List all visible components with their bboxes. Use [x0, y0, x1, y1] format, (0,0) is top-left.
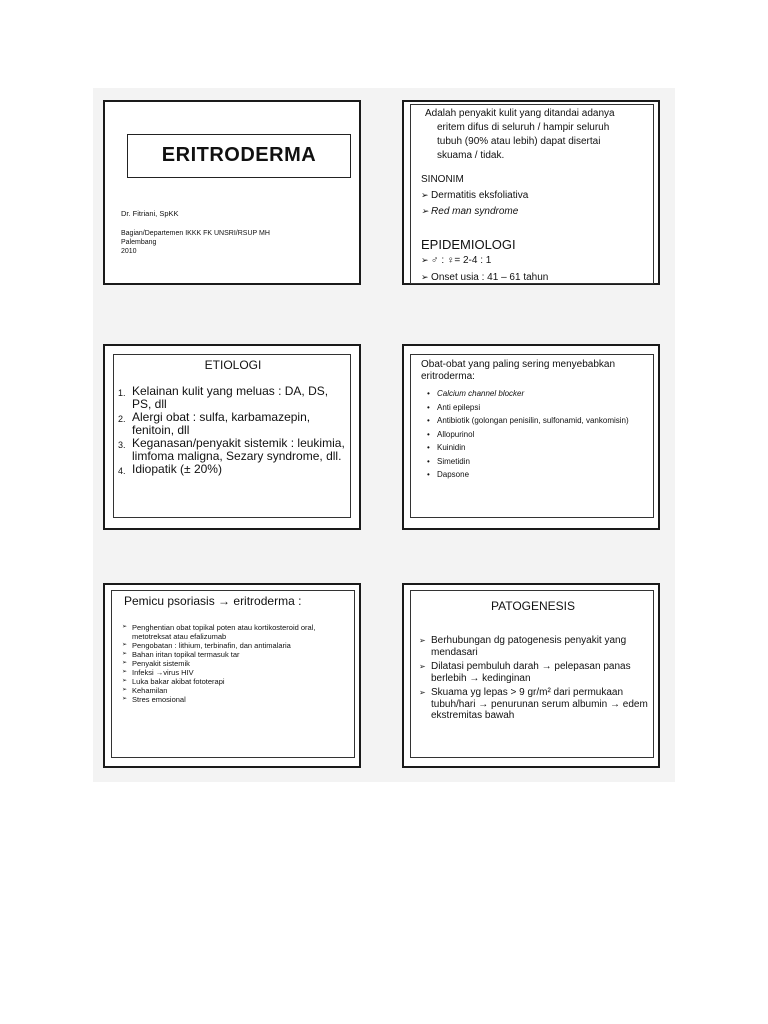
list-item: • Dapsone — [427, 470, 647, 480]
list-item: ➢ Luka bakar akibat fototerapi — [122, 677, 350, 686]
list-item: 4. Idiopatik (± 20%) — [118, 462, 222, 476]
slide-drugs — [402, 344, 660, 530]
definition-text — [425, 107, 660, 163]
list-item: ➢ Infeksi →virus HIV — [122, 668, 350, 677]
definition-line: Adalah penyakit kulit yang ditandai adanya — [425, 108, 615, 119]
definition-line: tubuh (90% atau lebih) dapat disertai — [437, 136, 601, 147]
slide-frame — [113, 354, 351, 518]
slide-heading: Pemicu psoriasis → eritroderma : — [124, 594, 302, 608]
drugs-intro: Obat-obat yang paling sering menyebabkan eritroderma: — [421, 359, 616, 382]
list-item: ➢ Stres emosional — [122, 695, 350, 704]
trigger-list — [122, 623, 350, 704]
pathogenesis-list — [419, 635, 649, 725]
definition-line: eritem difus di seluruh / hampir seluruh — [437, 122, 610, 133]
arrow-bullet-icon: ➢ — [421, 255, 432, 265]
list-item: ➢ Penghentian obat topikal poten atau kortikosteroid oral, metotreksat atau efalizumab — [122, 623, 350, 641]
arrow-icon: → — [218, 594, 231, 608]
list-item: 2. Alergi obat : sulfa, karbamazepin, fenitoin, dll — [118, 410, 311, 437]
slide-definition — [402, 100, 660, 285]
epidemiology-heading: EPIDEMIOLOGI — [421, 237, 516, 252]
arrow-bullet-icon: ➢ — [421, 272, 432, 282]
slide-frame — [410, 354, 654, 518]
list-item: • Calcium channel blocker — [427, 389, 647, 399]
list-item: 1. Kelainan kulit yang meluas : DA, DS, PS, dll — [118, 384, 329, 411]
department-info — [121, 229, 341, 256]
list-item: • Anti epilepsi — [427, 403, 647, 413]
synonym-heading: SINONIM — [421, 174, 464, 185]
list-item: ➢ Skuama yg lepas > 9 gr/m² dari permukaan tubuh/hari → penurunan serum albumin → edem ekstremitas bawah — [419, 687, 649, 722]
list-item: • Antibiotik (golongan penisilin, sulfonamid, vankomisin) — [427, 416, 647, 426]
author-name: Dr. Fitriani, SpKK — [121, 209, 179, 218]
slide-frame — [111, 590, 355, 758]
title-box — [127, 134, 351, 178]
list-item: ➢ Berhubungan dg patogenesis penyakit yang mendasari — [419, 635, 649, 658]
slide-frame — [410, 590, 654, 758]
slide-heading: ETIOLOGI — [204, 358, 262, 372]
list-item: • Simetidin — [427, 457, 647, 467]
slide-etiology — [103, 344, 361, 530]
list-item: • Kuinidin — [427, 443, 647, 453]
list-item: ➢ Bahan iritan topikal termasuk tar — [122, 650, 350, 659]
list-item: ➢ Kehamilan — [122, 686, 350, 695]
list-item: ➢ Dilatasi pembuluh darah → pelepasan panas berlebih → kedinginan — [419, 661, 649, 684]
arrow-bullet-icon: ➢ — [421, 190, 432, 200]
etiology-list — [114, 385, 350, 477]
list-item: ➢ Pengobatan : lithium, terbinafin, dan antimalaria — [122, 641, 350, 650]
list-item: 3. Keganasan/penyakit sistemik : leukimia, limfoma maligna, Sezary syndrome, dll. — [118, 436, 345, 463]
slide-title — [103, 100, 361, 285]
list-item: • Allopurinol — [427, 430, 647, 440]
slide-psoriasis-triggers — [103, 583, 361, 768]
drug-list — [427, 389, 647, 484]
synonym-item: ➢ Dermatitis eksfoliativa — [421, 190, 529, 201]
onset-age: ➢ Onset usia : 41 – 61 tahun — [421, 272, 549, 283]
dept-line: Palembang — [121, 239, 157, 246]
slide-heading: PATOGENESIS — [490, 599, 576, 613]
arrow-bullet-icon: ➢ — [421, 206, 432, 216]
synonym-item: ➢ Red man syndrome — [421, 206, 519, 217]
dept-line: 2010 — [121, 248, 137, 255]
handout-sheet — [93, 88, 675, 782]
definition-line: skuama / tidak. — [437, 150, 505, 161]
dept-line: Bagian/Departemen IKKK FK UNSRI/RSUP MH — [121, 230, 270, 237]
sex-ratio: ➢ ♂ : ♀= 2-4 : 1 — [421, 255, 492, 266]
list-item: ➢ Penyakit sistemik — [122, 659, 350, 668]
slide-pathogenesis — [402, 583, 660, 768]
slide-main-title: ERITRODERMA — [161, 144, 317, 166]
